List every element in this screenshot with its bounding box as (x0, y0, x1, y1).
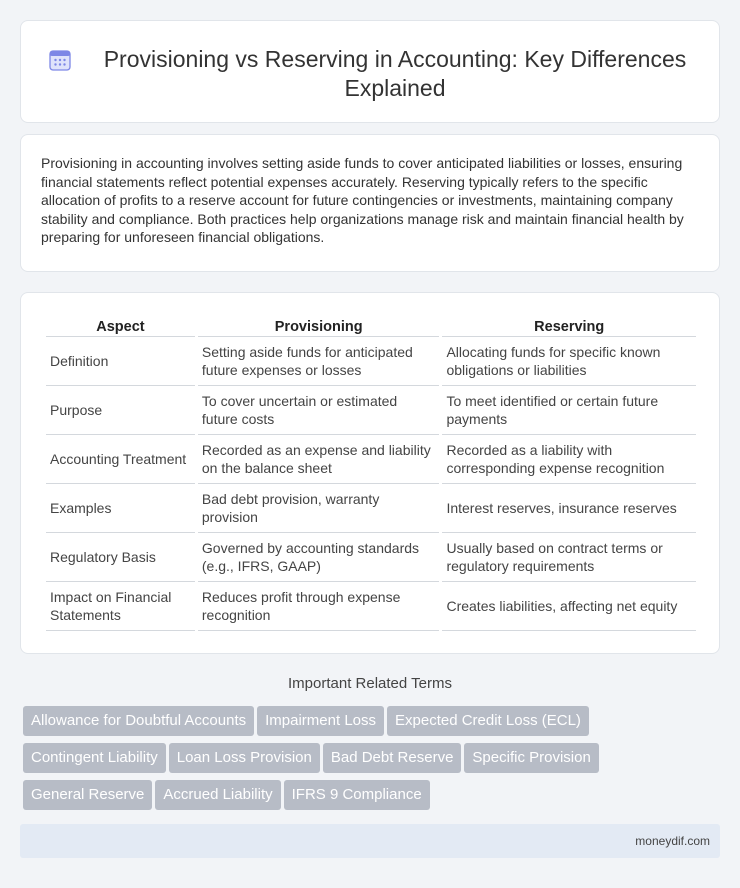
comparison-card (20, 292, 720, 654)
reserving-cell: To meet identified or certain future payments (442, 386, 696, 435)
term-chip[interactable]: Loan Loss Provision (169, 743, 320, 773)
aspect-cell: Definition (46, 337, 195, 386)
footer (20, 824, 720, 858)
term-chip[interactable]: Expected Credit Loss (ECL) (387, 706, 589, 736)
title-card (20, 20, 720, 123)
intro-paragraph: Provisioning in accounting involves setting aside funds to cover anticipated liabilities or losses, ensuring financial statements reflect potential expenses accurately. Reserving typically refers to the specific allocation of profits to a reserve account for future contingencies or investments, maintaining company stability and compliance. Both practices help organizations manage risk and maintain financial health by preparing for unforeseen financial obligations. (41, 155, 684, 245)
table-row (46, 337, 696, 386)
aspect-cell: Purpose (46, 386, 195, 435)
aspect-cell: Regulatory Basis (46, 533, 195, 582)
comparison-table (43, 315, 699, 631)
site-name[interactable]: moneydif.com (635, 834, 710, 848)
reserving-cell: Allocating funds for specific known obligations or liabilities (442, 337, 696, 386)
related-terms-heading: Important Related Terms (288, 675, 452, 692)
term-chip[interactable]: Impairment Loss (257, 706, 384, 736)
term-chip[interactable]: Allowance for Doubtful Accounts (23, 706, 254, 736)
header-aspect: Aspect (46, 315, 195, 337)
table-row (46, 533, 696, 582)
table-row (46, 484, 696, 533)
provisioning-cell: Setting aside funds for anticipated future expenses or losses (198, 337, 440, 386)
provisioning-cell: Bad debt provision, warranty provision (198, 484, 440, 533)
table-row (46, 435, 696, 484)
term-chip[interactable]: Specific Provision (464, 743, 598, 773)
header-provisioning: Provisioning (198, 315, 440, 337)
page-title: Provisioning vs Reserving in Accounting: Key Differences Explained (103, 46, 687, 101)
aspect-cell: Examples (46, 484, 195, 533)
reserving-cell: Usually based on contract terms or regulatory requirements (442, 533, 696, 582)
reserving-cell: Creates liabilities, affecting net equity (442, 582, 696, 631)
table-row (46, 582, 696, 631)
table-row (46, 386, 696, 435)
chip-row (23, 706, 723, 743)
related-terms-list (23, 706, 723, 817)
provisioning-cell: Reduces profit through expense recognition (198, 582, 440, 631)
term-chip[interactable]: Contingent Liability (23, 743, 166, 773)
aspect-cell: Impact on Financial Statements (46, 582, 195, 631)
term-chip[interactable]: IFRS 9 Compliance (284, 780, 430, 810)
calendar-icon (48, 48, 72, 72)
provisioning-cell: Governed by accounting standards (e.g., IFRS, GAAP) (198, 533, 440, 582)
term-chip[interactable]: Bad Debt Reserve (323, 743, 462, 773)
chip-row (23, 743, 723, 780)
header-reserving: Reserving (442, 315, 696, 337)
reserving-cell: Interest reserves, insurance reserves (442, 484, 696, 533)
provisioning-cell: To cover uncertain or estimated future costs (198, 386, 440, 435)
reserving-cell: Recorded as a liability with corresponding expense recognition (442, 435, 696, 484)
term-chip[interactable]: General Reserve (23, 780, 152, 810)
aspect-cell: Accounting Treatment (46, 435, 195, 484)
table-header-row (46, 315, 696, 337)
provisioning-cell: Recorded as an expense and liability on the balance sheet (198, 435, 440, 484)
term-chip[interactable]: Accrued Liability (155, 780, 280, 810)
chip-row (23, 780, 723, 817)
intro-card (20, 134, 720, 272)
